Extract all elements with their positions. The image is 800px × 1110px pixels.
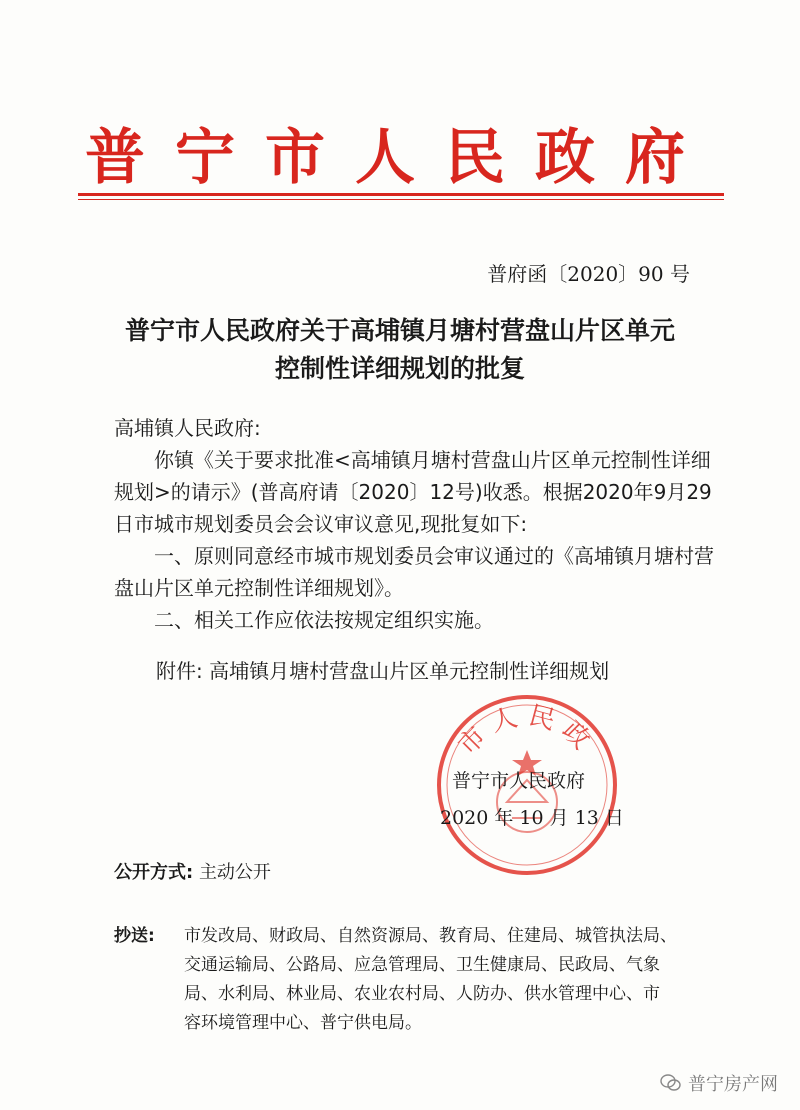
attachment-line: 附件: 高埔镇月塘村营盘山片区单元控制性详细规划 <box>156 659 610 683</box>
cc-line: 交通运输局、公路局、应急管理局、卫生健康局、民政局、气象 <box>184 955 660 975</box>
watermark <box>660 1070 778 1096</box>
red-rule-thin <box>78 199 724 200</box>
signature-date: 2020 年 10 月 13 日 <box>440 807 624 829</box>
svg-text:市人民政: 市人民政 <box>452 700 602 762</box>
salutation: 高埔镇人民政府: <box>114 416 261 440</box>
signature-organization: 普宁市人民政府 <box>452 770 586 792</box>
disclosure-value: 主动公开 <box>198 862 271 883</box>
document-body <box>114 412 714 636</box>
cc-recipients <box>114 922 714 1038</box>
disclosure-label: 公开方式: <box>114 862 194 883</box>
red-rule-thick <box>78 193 724 196</box>
disclosure-method <box>114 858 271 884</box>
cc-line: 局、水利局、林业局、农业农村局、人防办、供水管理中心、市 <box>184 984 660 1004</box>
approval-item-1: 一、原则同意经市城市规划委员会审议通过的《高埔镇月塘村营盘山片区单元控制性详细规划》。 <box>114 544 714 600</box>
cc-label: 抄送: <box>114 926 155 946</box>
document-title-line-1: 普宁市人民政府关于高埔镇月塘村营盘山片区单元 <box>124 316 675 345</box>
document-title <box>80 312 720 388</box>
watermark-text: 普宁房产网 <box>688 1074 778 1095</box>
document-title-line-2: 控制性详细规划的批复 <box>274 354 525 383</box>
issuer-header: 普宁市人民政府 <box>85 123 715 193</box>
wechat-icon <box>660 1074 682 1092</box>
cc-line: 容环境管理中心、普宁供电局。 <box>184 1013 422 1033</box>
body-paragraph-1: 你镇《关于要求批准<高埔镇月塘村营盘山片区单元控制性详细规划>的请示》(普高府请〔2020〕12号)收悉。根据2020年9月29日市城市规划委员会会议审议意见,现批复如下: <box>114 448 712 536</box>
document-number: 普府函〔2020〕90 号 <box>487 262 690 286</box>
approval-item-2: 二、相关工作应依法按规定组织实施。 <box>154 608 494 632</box>
cc-line: 市发改局、财政局、自然资源局、教育局、住建局、城管执法局、 <box>184 926 677 946</box>
